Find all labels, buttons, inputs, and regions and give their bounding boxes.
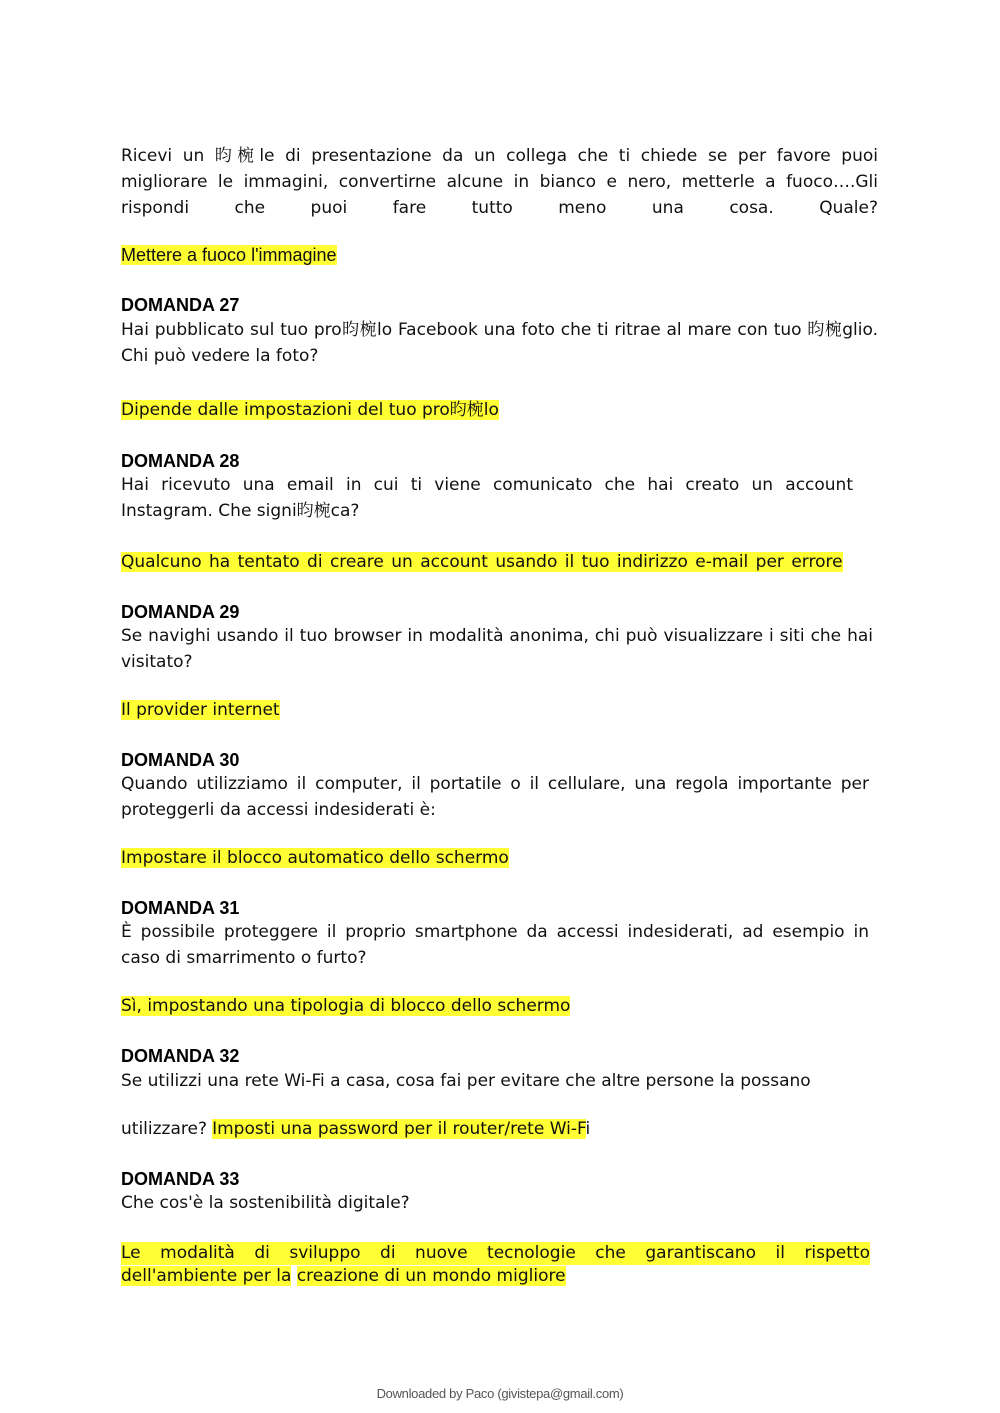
question-30-answer-text: Impostare il blocco automatico dello schermo [121, 848, 509, 868]
intro-answer [121, 244, 878, 267]
question-33-answer-line2 [121, 1265, 870, 1288]
download-footer: Downloaded by Paco (givistepa@gmail.com) [376, 1386, 624, 1401]
question-27-answer [121, 399, 878, 422]
question-30-text: Quando utilizziamo il computer, il portatile o il cellulare, una regola importante per proteggerli da accessi indesiderati è: [121, 774, 869, 820]
question-29-text: Se navighi usando il tuo browser in modalità anonima, chi può visualizzare i siti che hai visitato? [121, 626, 873, 672]
question-33-answer [121, 1242, 870, 1288]
question-29-answer-text: Il provider internet [121, 700, 280, 720]
question-33-text: Che cos'è la sostenibilità digitale? [121, 1193, 410, 1213]
question-32-title: DOMANDA 32 [121, 1046, 240, 1066]
intro-question: Ricevi un 昀椀le di presentazione da un collega che ti chiede se per favore puoi migliorare le immagini, convertirne alcune in bianco e nero, metterle a fuoco….Gli rispondi che puoi fare tutto meno una cosa. Quale? [121, 146, 878, 218]
question-32-text-line1: Se utilizzi una rete Wi-Fi a casa, cosa fai per evitare che altre persone la possano [121, 1071, 811, 1091]
question-33-title: DOMANDA 33 [121, 1169, 240, 1189]
question-32-answer-tail: i [585, 1119, 591, 1139]
question-31-title: DOMANDA 31 [121, 898, 240, 918]
intro-answer-text: Mettere a fuoco l'immagine [121, 245, 337, 265]
question-33-answer-line2b: creazione di un mondo migliore [296, 1266, 566, 1286]
question-33-answer-line2a: dell'ambiente per la [121, 1266, 292, 1286]
question-32-text-line2: utilizzare? [121, 1119, 207, 1139]
question-32-answer-text: Imposti una password per il router/rete Wi-F [212, 1119, 586, 1139]
question-31-text: È possibile proteggere il proprio smartphone da accessi indesiderati, ad esempio in caso di smarrimento o furto? [121, 922, 869, 968]
question-28-answer [121, 551, 881, 574]
question-28-text: Hai ricevuto una email in cui ti viene comunicato che hai creato un account Instagram. Che signi昀椀ca? [121, 475, 853, 521]
question-31-answer-text: Sì, impostando una tipologia di blocco dello schermo [121, 996, 571, 1016]
question-31-answer [121, 995, 878, 1018]
question-29-answer [121, 699, 878, 722]
question-30-answer [121, 847, 878, 870]
question-33-answer-line1: Le modalità di sviluppo di nuove tecnologie che garantiscano il rispetto [121, 1243, 870, 1263]
question-28-title: DOMANDA 28 [121, 451, 240, 471]
question-29-title: DOMANDA 29 [121, 602, 240, 622]
question-33-answer-line1-wrap [121, 1242, 870, 1265]
question-27-title: DOMANDA 27 [121, 295, 240, 315]
question-32-line2 [121, 1118, 878, 1141]
question-27-answer-text: Dipende dalle impostazioni del tuo pro昀椀lo [121, 400, 499, 420]
question-30-title: DOMANDA 30 [121, 750, 240, 770]
question-28-answer-text: Qualcuno ha tentato di creare un account usando il tuo indirizzo e-mail per errore [121, 552, 843, 572]
question-27-text: Hai pubblicato sul tuo pro昀椀lo Facebook una foto che ti ritrae al mare con tuo 昀椀glio. Chi può vedere la foto? [121, 320, 878, 366]
